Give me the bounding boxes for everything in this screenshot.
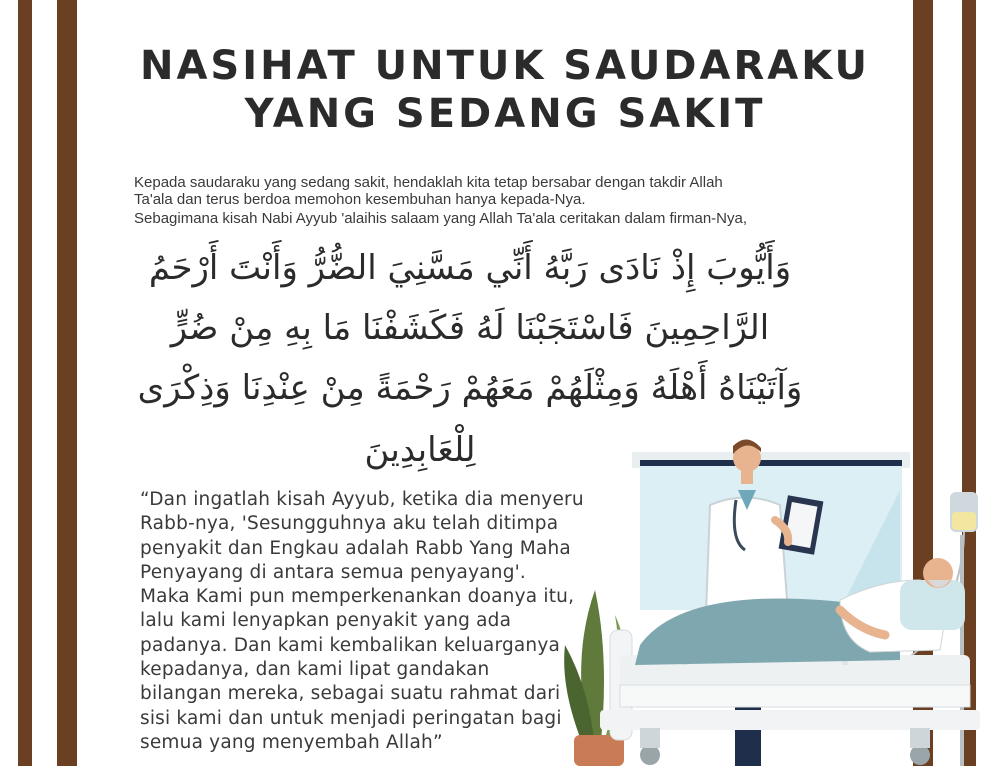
arabic-verse-line-1: وَأَيُّوبَ إِذْ نَادَى رَبَّهُ أَنِّي مَسَّنِيَ الضُّرُّ وَأَنْتَ أَرْحَمُ bbox=[148, 248, 792, 288]
intro-line-3: Sebagimana kisah Nabi Ayyub 'alaihis salaam yang Allah Ta'ala ceritakan dalam firman-Nya, bbox=[134, 210, 748, 227]
quote-line: lalu kami lenyapkan penyakit yang ada bbox=[140, 610, 512, 632]
quote-line: “Dan ingatlah kisah Ayyub, ketika dia menyeru bbox=[140, 489, 584, 510]
quote-line: padanya. Dan kami kembalikan keluarganya bbox=[140, 634, 561, 656]
intro-line-2: Ta'ala dan terus berdoa memohon kesembuhan hanya kepada-Nya. bbox=[134, 191, 586, 208]
arabic-verse-line-3: وَآتَيْنَاهُ أَهْلَهُ وَمِثْلَهُمْ مَعَهُمْ رَحْمَةً مِنْ عِنْدِنَا وَذِكْرَى bbox=[137, 368, 803, 408]
intro-line-1: Kepada saudaraku yang sedang sakit, hendaklah kita tetap bersabar dengan takdir Allah bbox=[134, 174, 723, 191]
quote-line: Rabb-nya, 'Sesungguhnya aku telah ditimpa bbox=[140, 513, 559, 535]
quote-line: Penyayang di antara semua penyayang'. bbox=[140, 561, 526, 583]
page-title-line-2: YANG SEDANG SAKIT bbox=[244, 91, 766, 137]
quote-line: penyakit dan Engkau adalah Rabb Yang Maha bbox=[140, 537, 571, 559]
quote-line: semua yang menyembah Allah” bbox=[140, 731, 443, 753]
translation-quote bbox=[140, 488, 600, 755]
quote-line: Maka Kami pun memperkenankan doanya itu, bbox=[140, 586, 575, 608]
quote-line: sisi kami dan untuk menjadi peringatan bagi bbox=[140, 707, 562, 729]
arabic-verse-line-4: لِلْعَابِدِينَ bbox=[364, 430, 476, 470]
arabic-verse-line-2: الرَّاحِمِينَ فَاسْتَجَبْنَا لَهُ فَكَشَفْنَا مَا بِهِ مِنْ ضُرٍّ bbox=[170, 308, 770, 348]
hospital-illustration bbox=[540, 430, 1000, 766]
left-border-stripe-inner bbox=[57, 0, 77, 766]
left-border-stripe-outer bbox=[18, 0, 32, 766]
quote-line: bilangan mereka, sebagai suatu rahmat dari bbox=[140, 683, 561, 705]
page-title-line-1: NASIHAT UNTUK SAUDARAKU bbox=[139, 43, 870, 89]
quote-line: kepadanya, dan kami lipat gandakan bbox=[140, 659, 490, 681]
